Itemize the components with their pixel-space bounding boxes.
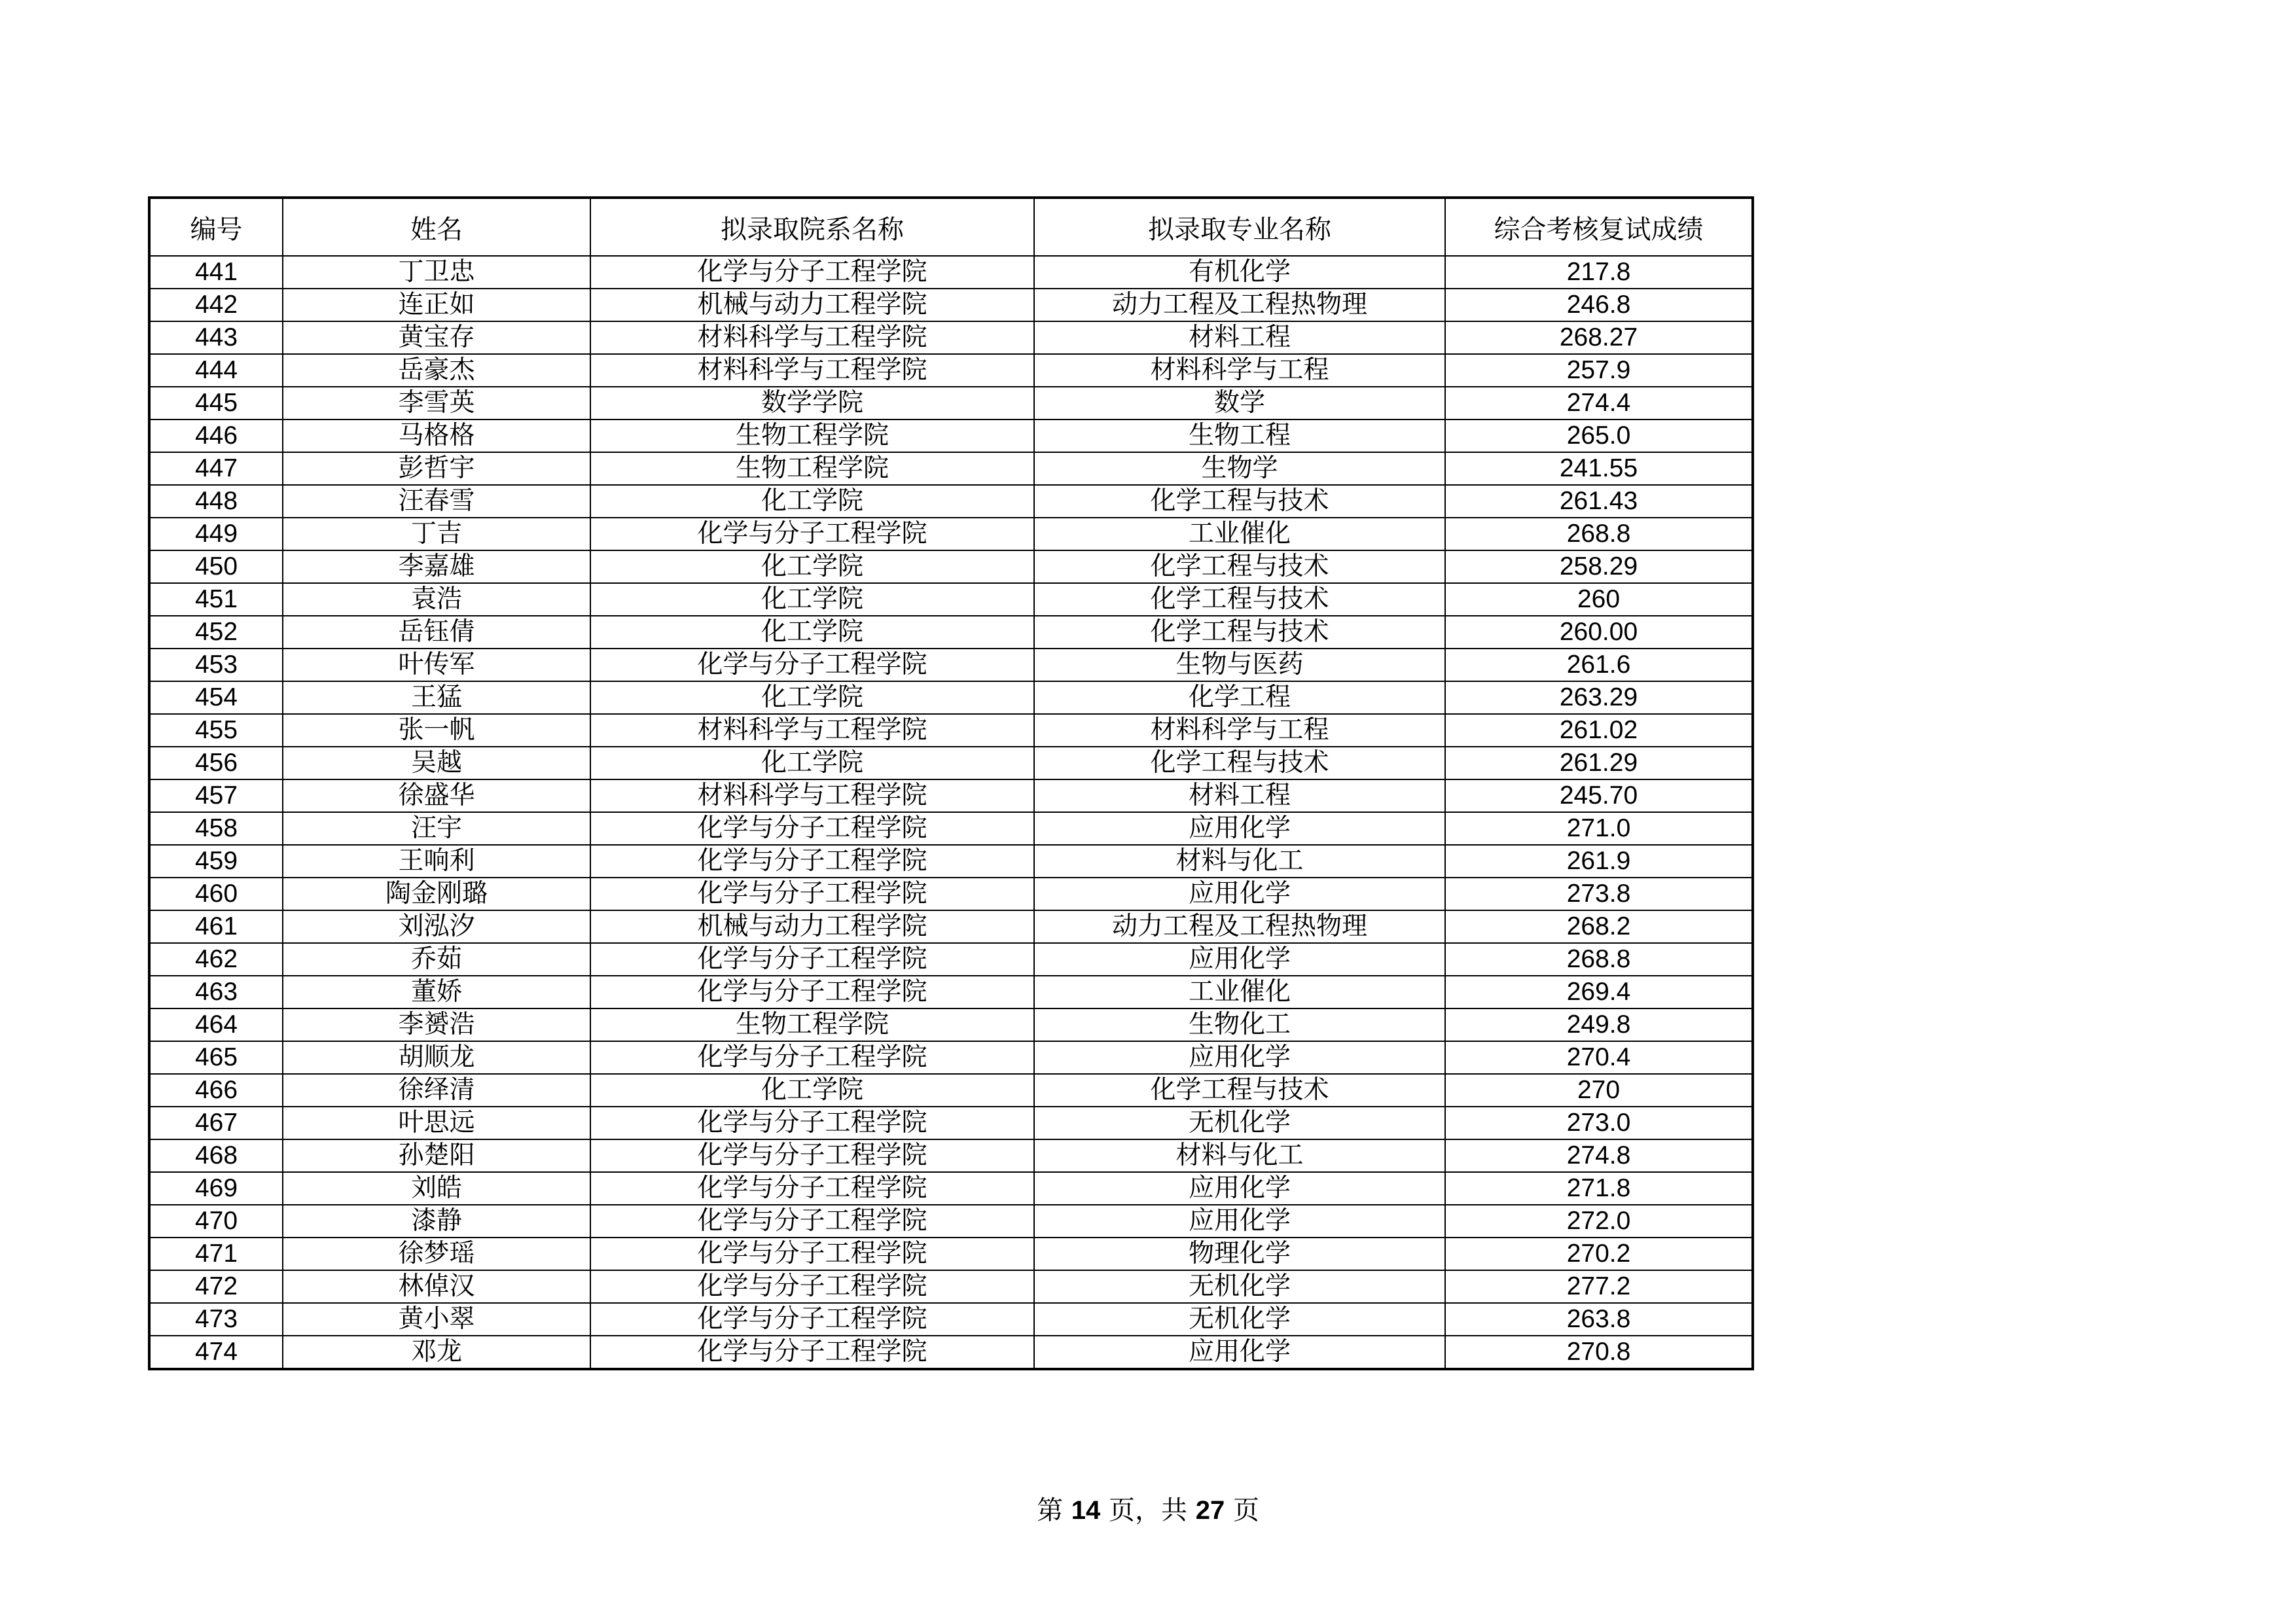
cell-score: 257.9 [1445,354,1753,387]
header-id: 编号 [149,198,283,256]
table-row [149,747,1753,779]
cell-department: 化学与分子工程学院 [590,878,1034,910]
cell-major: 无机化学 [1034,1107,1445,1139]
total-pages-number: 27 [1195,1496,1225,1525]
cell-id: 469 [149,1172,283,1205]
cell-id: 460 [149,878,283,910]
cell-name: 乔茹 [283,943,590,976]
cell-id: 453 [149,649,283,681]
cell-department: 化学与分子工程学院 [590,976,1034,1008]
cell-id: 461 [149,910,283,943]
cell-id: 445 [149,387,283,419]
cell-major: 材料工程 [1034,779,1445,812]
cell-id: 466 [149,1074,283,1107]
cell-major: 应用化学 [1034,1336,1445,1369]
cell-score: 245.70 [1445,779,1753,812]
cell-department: 化学与分子工程学院 [590,1107,1034,1139]
cell-major: 生物工程 [1034,419,1445,452]
table-row [149,779,1753,812]
cell-name: 刘泓汐 [283,910,590,943]
table-row [149,1008,1753,1041]
table-row [149,452,1753,485]
table-row [149,1303,1753,1336]
cell-score: 261.43 [1445,485,1753,518]
cell-id: 468 [149,1139,283,1172]
cell-name: 丁吉 [283,518,590,550]
cell-name: 林倬汉 [283,1270,590,1303]
cell-name: 徐梦瑶 [283,1238,590,1270]
cell-score: 261.29 [1445,747,1753,779]
cell-department: 化学与分子工程学院 [590,1238,1034,1270]
cell-id: 458 [149,812,283,845]
cell-department: 材料科学与工程学院 [590,321,1034,354]
cell-score: 268.8 [1445,943,1753,976]
cell-score: 273.0 [1445,1107,1753,1139]
cell-id: 454 [149,681,283,714]
cell-id: 462 [149,943,283,976]
cell-major: 化学工程与技术 [1034,550,1445,583]
table-row [149,419,1753,452]
cell-major: 动力工程及工程热物理 [1034,910,1445,943]
cell-name: 汪宇 [283,812,590,845]
table-row [149,289,1753,321]
cell-major: 无机化学 [1034,1303,1445,1336]
table-row [149,583,1753,616]
cell-score: 260.00 [1445,616,1753,649]
cell-major: 材料工程 [1034,321,1445,354]
cell-major: 材料与化工 [1034,845,1445,878]
cell-department: 化学与分子工程学院 [590,649,1034,681]
cell-id: 472 [149,1270,283,1303]
table-row [149,1107,1753,1139]
cell-department: 化学与分子工程学院 [590,1270,1034,1303]
cell-score: 273.8 [1445,878,1753,910]
cell-id: 465 [149,1041,283,1074]
cell-id: 450 [149,550,283,583]
table-body [149,256,1753,1369]
cell-id: 446 [149,419,283,452]
header-department: 拟录取院系名称 [590,198,1034,256]
cell-department: 生物工程学院 [590,1008,1034,1041]
cell-id: 449 [149,518,283,550]
table-row [149,256,1753,289]
cell-score: 270.8 [1445,1336,1753,1369]
cell-name: 连正如 [283,289,590,321]
cell-name: 张一帆 [283,714,590,747]
cell-score: 261.02 [1445,714,1753,747]
cell-name: 邓龙 [283,1336,590,1369]
cell-major: 应用化学 [1034,878,1445,910]
cell-major: 动力工程及工程热物理 [1034,289,1445,321]
header-name: 姓名 [283,198,590,256]
cell-major: 材料与化工 [1034,1139,1445,1172]
cell-name: 刘皓 [283,1172,590,1205]
cell-department: 化工学院 [590,616,1034,649]
cell-id: 443 [149,321,283,354]
cell-major: 化学工程与技术 [1034,747,1445,779]
cell-name: 叶传军 [283,649,590,681]
cell-major: 化学工程与技术 [1034,583,1445,616]
cell-name: 孙楚阳 [283,1139,590,1172]
cell-department: 化学与分子工程学院 [590,1172,1034,1205]
cell-department: 化工学院 [590,1074,1034,1107]
cell-name: 彭哲宇 [283,452,590,485]
cell-id: 473 [149,1303,283,1336]
cell-score: 249.8 [1445,1008,1753,1041]
table-row [149,910,1753,943]
cell-department: 化工学院 [590,681,1034,714]
cell-score: 260 [1445,583,1753,616]
cell-score: 258.29 [1445,550,1753,583]
cell-score: 277.2 [1445,1270,1753,1303]
cell-department: 化学与分子工程学院 [590,812,1034,845]
cell-id: 444 [149,354,283,387]
cell-major: 化学工程与技术 [1034,616,1445,649]
cell-id: 455 [149,714,283,747]
cell-major: 应用化学 [1034,1041,1445,1074]
cell-name: 漆静 [283,1205,590,1238]
cell-department: 化学与分子工程学院 [590,1205,1034,1238]
table-row [149,1041,1753,1074]
table-row [149,1270,1753,1303]
cell-department: 化工学院 [590,583,1034,616]
table-row [149,681,1753,714]
cell-major: 化学工程与技术 [1034,1074,1445,1107]
cell-department: 化工学院 [590,747,1034,779]
cell-score: 261.9 [1445,845,1753,878]
cell-name: 徐绎清 [283,1074,590,1107]
cell-department: 材料科学与工程学院 [590,714,1034,747]
table-row [149,518,1753,550]
cell-department: 化工学院 [590,485,1034,518]
table-row [149,485,1753,518]
cell-id: 471 [149,1238,283,1270]
table-row [149,387,1753,419]
footer-prefix: 第 [1037,1495,1064,1525]
cell-name: 黄宝存 [283,321,590,354]
cell-department: 化学与分子工程学院 [590,256,1034,289]
cell-name: 徐盛华 [283,779,590,812]
cell-department: 化学与分子工程学院 [590,1139,1034,1172]
cell-major: 数学 [1034,387,1445,419]
cell-major: 材料科学与工程 [1034,354,1445,387]
cell-major: 化学工程与技术 [1034,485,1445,518]
cell-name: 吴越 [283,747,590,779]
cell-department: 化学与分子工程学院 [590,943,1034,976]
cell-id: 459 [149,845,283,878]
cell-major: 应用化学 [1034,943,1445,976]
cell-id: 463 [149,976,283,1008]
cell-major: 化学工程 [1034,681,1445,714]
cell-id: 452 [149,616,283,649]
header-row [149,198,1753,256]
cell-score: 270.4 [1445,1041,1753,1074]
cell-name: 陶金刚璐 [283,878,590,910]
table-row [149,1139,1753,1172]
cell-score: 271.8 [1445,1172,1753,1205]
cell-department: 化学与分子工程学院 [590,1336,1034,1369]
cell-major: 无机化学 [1034,1270,1445,1303]
cell-score: 269.4 [1445,976,1753,1008]
cell-id: 451 [149,583,283,616]
cell-id: 441 [149,256,283,289]
page-footer [0,1489,2296,1527]
cell-department: 生物工程学院 [590,419,1034,452]
cell-department: 材料科学与工程学院 [590,779,1034,812]
cell-name: 叶思远 [283,1107,590,1139]
cell-id: 474 [149,1336,283,1369]
cell-name: 董娇 [283,976,590,1008]
cell-score: 274.8 [1445,1139,1753,1172]
cell-major: 工业催化 [1034,976,1445,1008]
cell-major: 有机化学 [1034,256,1445,289]
table-row [149,321,1753,354]
cell-id: 464 [149,1008,283,1041]
header-major: 拟录取专业名称 [1034,198,1445,256]
cell-name: 李赟浩 [283,1008,590,1041]
cell-id: 457 [149,779,283,812]
table-row [149,1238,1753,1270]
cell-department: 化学与分子工程学院 [590,845,1034,878]
cell-department: 化工学院 [590,550,1034,583]
table-row [149,1336,1753,1369]
table-row [149,649,1753,681]
cell-score: 271.0 [1445,812,1753,845]
cell-score: 261.6 [1445,649,1753,681]
cell-department: 材料科学与工程学院 [590,354,1034,387]
cell-name: 袁浩 [283,583,590,616]
current-page-number: 14 [1071,1496,1101,1525]
cell-major: 应用化学 [1034,1205,1445,1238]
cell-id: 467 [149,1107,283,1139]
cell-department: 机械与动力工程学院 [590,910,1034,943]
cell-score: 241.55 [1445,452,1753,485]
cell-name: 王响利 [283,845,590,878]
cell-score: 274.4 [1445,387,1753,419]
cell-name: 岳钰倩 [283,616,590,649]
cell-department: 化学与分子工程学院 [590,518,1034,550]
cell-score: 217.8 [1445,256,1753,289]
cell-score: 263.29 [1445,681,1753,714]
cell-score: 268.8 [1445,518,1753,550]
cell-name: 岳豪杰 [283,354,590,387]
table-row [149,714,1753,747]
cell-score: 263.8 [1445,1303,1753,1336]
cell-major: 生物学 [1034,452,1445,485]
cell-major: 材料科学与工程 [1034,714,1445,747]
cell-department: 机械与动力工程学院 [590,289,1034,321]
cell-name: 胡顺龙 [283,1041,590,1074]
table-row [149,550,1753,583]
table-row [149,812,1753,845]
cell-id: 442 [149,289,283,321]
cell-name: 丁卫忠 [283,256,590,289]
cell-major: 物理化学 [1034,1238,1445,1270]
cell-department: 数学学院 [590,387,1034,419]
cell-score: 268.27 [1445,321,1753,354]
cell-id: 447 [149,452,283,485]
footer-middle: 页，共 [1109,1495,1187,1525]
cell-major: 生物与医药 [1034,649,1445,681]
cell-score: 268.2 [1445,910,1753,943]
cell-major: 应用化学 [1034,1172,1445,1205]
cell-name: 汪春雪 [283,485,590,518]
cell-name: 黄小翠 [283,1303,590,1336]
cell-id: 456 [149,747,283,779]
cell-name: 王猛 [283,681,590,714]
footer-suffix: 页 [1232,1495,1259,1525]
cell-department: 化学与分子工程学院 [590,1041,1034,1074]
cell-score: 265.0 [1445,419,1753,452]
cell-name: 李雪英 [283,387,590,419]
cell-score: 246.8 [1445,289,1753,321]
table-row [149,1172,1753,1205]
cell-id: 470 [149,1205,283,1238]
table-row [149,976,1753,1008]
cell-department: 化学与分子工程学院 [590,1303,1034,1336]
cell-major: 生物化工 [1034,1008,1445,1041]
table-row [149,943,1753,976]
table-row [149,1205,1753,1238]
cell-major: 工业催化 [1034,518,1445,550]
table-row [149,616,1753,649]
cell-department: 生物工程学院 [590,452,1034,485]
table-row [149,845,1753,878]
cell-name: 李嘉雄 [283,550,590,583]
admission-table [148,196,1754,1370]
cell-score: 270 [1445,1074,1753,1107]
cell-score: 272.0 [1445,1205,1753,1238]
table-row [149,878,1753,910]
table-row [149,354,1753,387]
cell-name: 马格格 [283,419,590,452]
header-score: 综合考核复试成绩 [1445,198,1753,256]
cell-major: 应用化学 [1034,812,1445,845]
table-row [149,1074,1753,1107]
cell-score: 270.2 [1445,1238,1753,1270]
cell-id: 448 [149,485,283,518]
